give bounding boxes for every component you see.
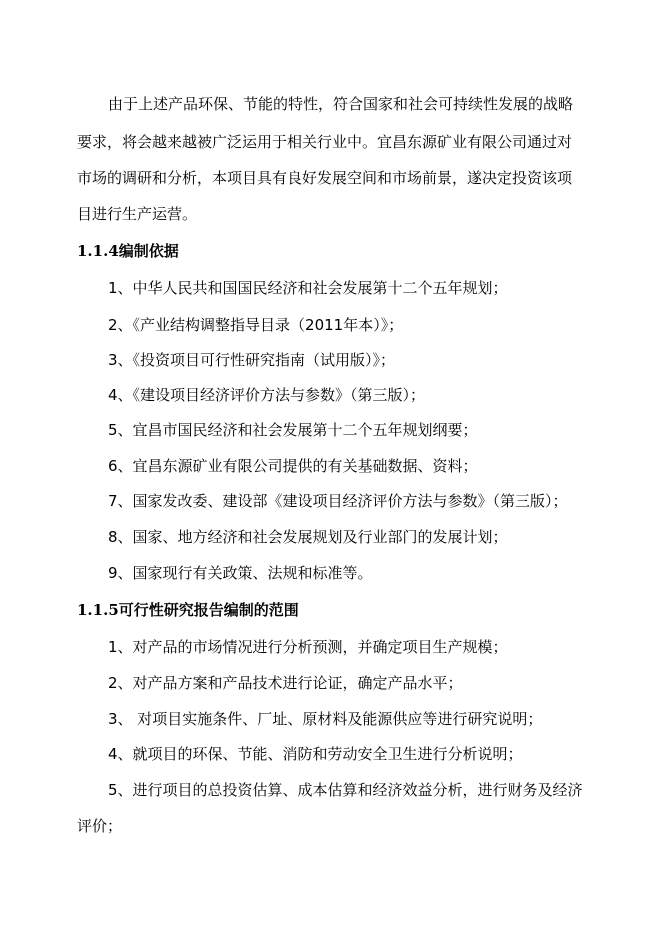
- basis-item-4: 4、《建设项目经济评价方法与参数》（第三版）；: [108, 386, 426, 404]
- basis-item-6: 6、宜昌东源矿业有限公司提供的有关基础数据、资料；: [108, 457, 478, 475]
- scope-item-5: 5、进行项目的总投资估算、成本估算和经济效益分析，进行财务及经济: [108, 781, 583, 799]
- basis-item-3: 3、《投资项目可行性研究指南（试用版）》；: [108, 351, 396, 369]
- scope-item-1: 1、对产品的市场情况进行分析预测，并确定项目生产规模；: [108, 638, 508, 656]
- intro-line-1: 由于上述产品环保、节能的特性，符合国家和社会可持续性发展的战略: [108, 95, 574, 113]
- scope-item-4: 4、就项目的环保、节能、消防和劳动安全卫生进行分析说明；: [108, 745, 523, 763]
- intro-line-4: 目进行生产运营。: [77, 205, 198, 223]
- section-heading-compilation-basis: 1.1.4编制依据: [77, 242, 179, 260]
- intro-line-2: 要求，将会越来越被广泛运用于相关行业中。宜昌东源矿业有限公司通过对: [77, 133, 573, 151]
- section-heading-report-scope: 1.1.5可行性研究报告编制的范围: [77, 601, 299, 619]
- scope-item-2: 2、对产品方案和产品技术进行论证，确定产品水平；: [108, 674, 463, 692]
- scope-item-3: 3、 对项目实施条件、厂址、原材料及能源供应等进行研究说明；: [108, 710, 543, 728]
- scope-item-5-continued: 评价；: [77, 817, 123, 835]
- basis-item-7: 7、国家发改委、建设部《建设项目经济评价方法与参数》（第三版）；: [108, 492, 568, 510]
- basis-item-1: 1、中华人民共和国国民经济和社会发展第十二个五年规划；: [108, 279, 508, 297]
- basis-item-9: 9、国家现行有关政策、法规和标准等。: [108, 564, 373, 582]
- basis-item-5: 5、宜昌市国民经济和社会发展第十二个五年规划纲要；: [108, 421, 478, 439]
- intro-line-3: 市场的调研和分析，本项目具有良好发展空间和市场前景，遂决定投资该项: [77, 169, 573, 187]
- basis-item-8: 8、国家、地方经济和社会发展规划及行业部门的发展计划；: [108, 528, 508, 546]
- basis-item-2: 2、《产业结构调整指导目录（2011年本）》；: [108, 316, 404, 334]
